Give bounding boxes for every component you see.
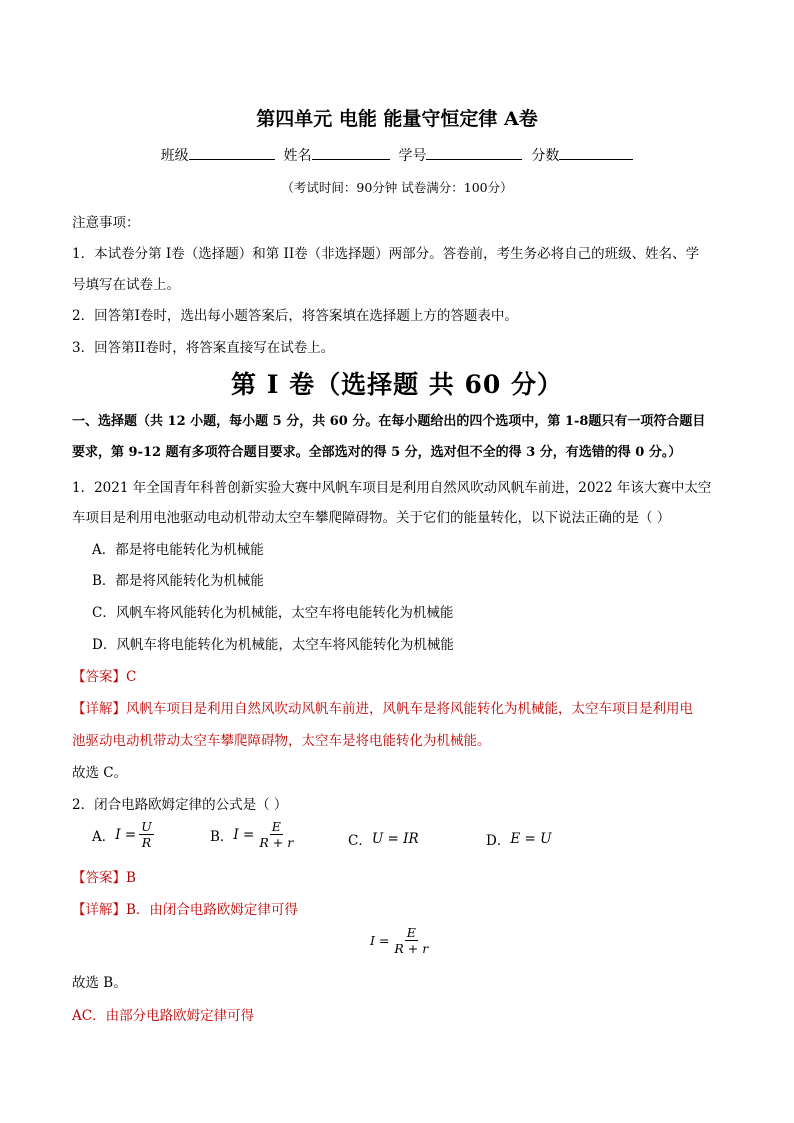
q1-conclusion: 故选 C。 [72, 765, 128, 781]
q2-option-d-expr: E = U [510, 831, 552, 847]
q2-option-b-denominator: R + r [259, 835, 294, 850]
q2-formula-lhs: I = [370, 933, 390, 948]
q2-option-d-label: D． [486, 833, 511, 849]
part1-instr-b: 要求，第 9-12 题有多项符合题目要求。全部选对的得 5 分，选对但不全的得 3 分，有选错的得 0 分。） [72, 445, 682, 460]
q1-detail-a: 【详解】风帆车项目是利用自然风吹动风帆车前进，风帆车是将风能转化为机械能，太空车项目是利用电 [72, 701, 693, 717]
q2-formula [370, 925, 430, 956]
q1-option-a: A．都是将电能转化为机械能 [92, 542, 264, 558]
q2-option-b-fraction [257, 819, 295, 850]
id-blank[interactable] [426, 145, 522, 160]
q2-option-c-expr: U = IR [371, 831, 419, 847]
q2-option-d [486, 829, 551, 849]
q2-answer: 【答案】B [72, 870, 136, 886]
q2-stem: 2．闭合电路欧姆定律的公式是（ ） [72, 797, 288, 813]
q1-answer: 【答案】C [72, 669, 137, 685]
q1-detail-b: 池驱动电动机带动太空车攀爬障碍物，太空车是将电能转化为机械能。 [72, 733, 491, 749]
q2-option-a [92, 819, 154, 850]
notes-heading: 注意事项： [72, 215, 140, 231]
class-blank[interactable] [189, 145, 275, 160]
note-1b: 号填写在试卷上。 [72, 277, 180, 293]
q2-ac-note: AC．由部分电路欧姆定律可得 [72, 1008, 255, 1024]
note-2: 2．回答第I卷时，选出每小题答案后，将答案填在选择题上方的答题表中。 [72, 308, 518, 324]
q2-formula-denominator: R + r [394, 941, 429, 956]
score-label: 分数 [531, 148, 560, 164]
note-3: 3．回答第II卷时，将答案直接写在试卷上。 [72, 340, 335, 356]
q1-option-b: B．都是将风能转化为机械能 [92, 573, 264, 589]
score-blank[interactable] [559, 145, 633, 160]
q2-option-c [348, 829, 419, 849]
q2-option-b-numerator: E [271, 819, 281, 834]
part1-heading: 第 I 卷（选择题 共 60 分） [230, 370, 563, 399]
q2-option-c-label: C． [348, 833, 372, 849]
q2-conclusion: 故选 B。 [72, 975, 127, 991]
q1-option-d: D．风帆车将电能转化为机械能，太空车将风能转化为机械能 [92, 637, 454, 653]
q1-stem-a: 1．2021 年全国青年科普创新实验大赛中风帆车项目是利用自然风吹动风帆车前进，2022 年该大赛中太空 [72, 480, 712, 496]
page-title: 第四单元 电能 能量守恒定律 A卷 [256, 108, 538, 130]
student-info-row [0, 145, 794, 165]
class-label: 班级 [160, 148, 189, 164]
part1-instr-a: 一、选择题（共 12 小题，每小题 5 分，共 60 分。在每小题给出的四个选项中，第 1-8题只有一项符合题目 [72, 414, 706, 429]
note-1a: 1．本试卷分第 I卷（选择题）和第 II卷（非选择题）两部分。答卷前，考生务必将自己的班级、姓名、学 [72, 246, 700, 262]
exam-info: （考试时间：90分钟 试卷满分：100分） [281, 180, 513, 195]
q2-option-a-lhs: I = [115, 826, 137, 843]
q2-option-a-label: A． [92, 828, 116, 845]
q2-formula-numerator: E [406, 925, 416, 940]
q1-stem-b: 车项目是利用电池驱动电动机带动太空车攀爬障碍物。关于它们的能量转化，以下说法正确的是（ ） [72, 510, 671, 526]
q2-detail: 【详解】B．由闭合电路欧姆定律可得 [72, 902, 298, 918]
q2-option-a-fraction [139, 819, 154, 850]
name-blank[interactable] [312, 145, 390, 160]
q2-option-a-numerator: U [141, 819, 152, 834]
name-label: 姓名 [283, 148, 312, 164]
q2-option-a-denominator: R [141, 835, 152, 850]
q2-option-b-label: B． [210, 828, 234, 845]
q2-option-b-lhs: I = [233, 826, 255, 843]
q1-option-c: C．风帆车将风能转化为机械能，太空车将电能转化为机械能 [92, 605, 454, 621]
id-label: 学号 [398, 148, 427, 164]
q2-formula-fraction [392, 925, 430, 956]
q2-option-b [210, 819, 295, 850]
